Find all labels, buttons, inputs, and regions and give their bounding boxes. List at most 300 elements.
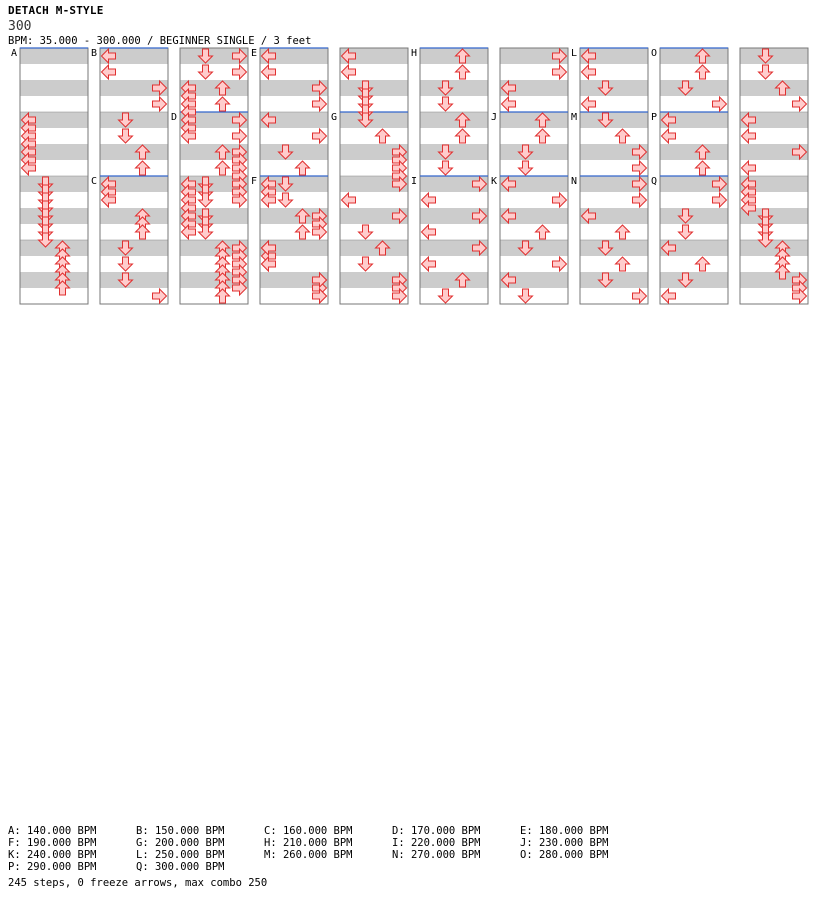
step-arrow-right [313,217,327,231]
bpm-marker-label: P [651,112,658,123]
step-arrow-down [439,289,453,303]
step-arrow-right [233,161,247,175]
beat-stripe [20,80,88,96]
step-arrow-right [313,273,327,287]
step-arrow-down [359,113,373,127]
beat-stripe [260,112,328,128]
step-arrow-down [759,49,773,63]
step-arrow-down [599,273,613,287]
bpm-marker-label: C [91,176,98,187]
beat-stripe [20,144,88,160]
step-arrow-left [342,193,356,207]
step-arrow-right [313,81,327,95]
step-arrow-right [633,145,647,159]
step-arrow-up [136,145,150,159]
beat-stripe [420,48,488,64]
beat-stripe [100,48,168,64]
beat-stripe [580,48,648,64]
step-arrow-right [233,241,247,255]
beat-stripe [340,80,408,96]
column-border [340,48,408,304]
step-arrow-up [616,225,630,239]
step-arrow-right [633,161,647,175]
bpm-marker-label: E [251,48,258,59]
step-arrow-left [182,217,196,231]
step-arrow-down [119,241,133,255]
beat-stripe [340,176,408,192]
step-arrow-right [313,289,327,303]
beat-stripe [580,144,648,160]
step-arrow-up [776,241,790,255]
legend-entry: I: 220.000 BPM [392,837,481,849]
beat-stripe [500,240,568,256]
step-arrow-left [582,49,596,63]
step-arrow-left [422,225,436,239]
beat-stripe [740,48,808,64]
step-arrow-left [22,129,36,143]
step-arrow-up [536,113,550,127]
step-arrow-down [359,81,373,95]
step-arrow-down [119,129,133,143]
step-arrow-left [182,185,196,199]
step-arrow-right [793,97,807,111]
step-arrow-down [599,81,613,95]
bpm-marker-label: F [251,176,258,187]
step-arrow-right [393,209,407,223]
legend-entry: B: 150.000 BPM [136,825,225,837]
beat-stripe [500,176,568,192]
step-arrow-down [599,113,613,127]
beat-stripe [340,240,408,256]
step-arrow-down [39,201,53,215]
step-arrow-left [662,129,676,143]
step-arrow-left [182,89,196,103]
step-arrow-down [519,145,533,159]
beat-stripe [340,208,408,224]
column-border [180,48,248,304]
beat-stripe [100,240,168,256]
difficulty-level: 300 [8,19,32,34]
step-arrow-right [313,97,327,111]
beat-stripe [580,112,648,128]
step-arrow-right [233,193,247,207]
bpm-marker-label: L [571,48,578,59]
step-arrow-up [136,225,150,239]
step-arrow-down [359,105,373,119]
step-arrow-right [473,177,487,191]
step-arrow-up [296,209,310,223]
beat-stripe [340,112,408,128]
step-arrow-up [776,257,790,271]
step-arrow-down [279,145,293,159]
step-arrow-right [633,193,647,207]
bpm-marker-label: A [11,48,18,59]
beat-stripe [500,48,568,64]
step-arrow-right [633,177,647,191]
step-arrow-down [39,217,53,231]
bpm-marker-label: N [571,176,578,187]
step-arrow-down [199,177,213,191]
step-arrow-up [216,161,230,175]
step-arrow-right [393,153,407,167]
step-arrow-up [776,81,790,95]
step-arrow-right [553,257,567,271]
beat-stripe [340,272,408,288]
step-arrow-down [199,225,213,239]
beat-stripe [740,144,808,160]
beat-stripe [420,112,488,128]
column-border [100,48,168,304]
step-arrow-right [153,81,167,95]
step-arrow-right [713,193,727,207]
step-arrow-down [279,193,293,207]
beat-stripe [180,80,248,96]
beat-stripe [20,272,88,288]
legend-entry: F: 190.000 BPM [8,837,97,849]
chart-column [100,48,168,304]
step-arrow-left [102,177,116,191]
step-arrow-up [136,217,150,231]
step-arrow-left [422,257,436,271]
bpm-marker-label: G [331,112,338,123]
step-arrow-up [216,249,230,263]
step-arrow-up [56,249,70,263]
step-arrow-up [216,241,230,255]
beat-stripe [500,144,568,160]
step-arrow-down [759,225,773,239]
beat-stripe [20,112,88,128]
chart-column [580,48,648,304]
step-arrow-left [742,113,756,127]
beat-stripe [660,144,728,160]
bpm-marker-label: Q [651,176,658,187]
beat-stripe [340,48,408,64]
legend-entry: P: 290.000 BPM [8,861,97,873]
beat-stripe [420,176,488,192]
beat-stripe [20,208,88,224]
step-arrow-down [359,89,373,103]
step-arrow-up [56,265,70,279]
beat-stripe [580,80,648,96]
step-arrow-down [199,193,213,207]
step-arrow-down [759,233,773,247]
beat-stripe [740,112,808,128]
step-arrow-left [742,185,756,199]
step-arrow-left [182,121,196,135]
step-arrow-left [582,97,596,111]
beat-stripe [500,112,568,128]
step-arrow-left [182,81,196,95]
step-arrow-left [582,209,596,223]
step-arrow-left [262,49,276,63]
beat-stripe [660,112,728,128]
beat-stripe [100,80,168,96]
column-border [660,48,728,304]
step-arrow-up [216,145,230,159]
step-arrow-left [22,137,36,151]
step-arrow-right [393,281,407,295]
step-arrow-right [393,161,407,175]
beat-stripe [420,208,488,224]
legend-entry: J: 230.000 BPM [520,837,609,849]
step-arrow-down [679,81,693,95]
beat-stripe [20,240,88,256]
step-arrow-down [39,177,53,191]
step-arrow-left [502,97,516,111]
step-arrow-up [296,225,310,239]
step-arrow-right [393,177,407,191]
beat-stripe [580,240,648,256]
step-arrow-up [456,129,470,143]
beat-stripe [660,240,728,256]
step-arrow-left [662,289,676,303]
beat-stripe [260,144,328,160]
step-arrow-left [22,145,36,159]
beat-stripe [660,272,728,288]
step-arrow-up [56,257,70,271]
step-arrow-up [216,273,230,287]
step-arrow-left [262,241,276,255]
step-arrow-left [262,249,276,263]
step-arrow-left [262,257,276,271]
step-arrow-left [742,161,756,175]
beat-stripe [420,80,488,96]
step-arrow-left [742,193,756,207]
step-arrow-left [502,81,516,95]
chart-column [260,48,328,304]
step-arrow-up [616,129,630,143]
beat-stripe [260,80,328,96]
step-arrow-up [376,129,390,143]
step-arrow-left [662,241,676,255]
step-arrow-right [233,185,247,199]
step-arrow-down [199,217,213,231]
step-arrow-down [679,273,693,287]
step-arrow-left [502,273,516,287]
chart-column [180,48,248,304]
step-arrow-right [313,273,327,287]
step-arrow-right [393,289,407,303]
beat-stripe [500,272,568,288]
beat-stripe [20,176,88,192]
step-arrow-left [102,49,116,63]
step-arrow-left [262,113,276,127]
step-arrow-up [696,49,710,63]
beat-stripe [740,80,808,96]
beat-stripe [740,272,808,288]
step-arrow-up [696,145,710,159]
step-arrow-right [793,145,807,159]
beat-stripe [100,112,168,128]
step-arrow-right [233,113,247,127]
step-arrow-up [456,113,470,127]
step-arrow-left [182,193,196,207]
step-arrow-left [182,129,196,143]
step-arrow-up [696,257,710,271]
beat-stripe [740,176,808,192]
step-arrow-down [199,209,213,223]
bpm-marker-label: J [491,112,498,123]
step-arrow-left [342,49,356,63]
step-arrow-right [793,273,807,287]
step-arrow-right [313,289,327,303]
legend-entry: A: 140.000 BPM [8,825,97,837]
step-arrow-left [742,201,756,215]
step-arrow-left [742,129,756,143]
legend-entry: D: 170.000 BPM [392,825,481,837]
step-arrow-down [279,177,293,191]
bpm-marker-label: K [491,176,498,187]
step-summary: 245 steps, 0 freeze arrows, max combo 250 [8,877,268,889]
step-arrow-right [233,65,247,79]
step-arrow-down [199,185,213,199]
step-arrow-right [633,289,647,303]
step-arrow-up [136,161,150,175]
bpm-marker-label: D [171,112,178,123]
step-arrow-left [262,185,276,199]
beat-stripe [260,240,328,256]
step-arrow-up [56,241,70,255]
step-arrow-right [233,249,247,263]
beat-stripe [580,176,648,192]
step-arrow-down [39,185,53,199]
step-arrow-left [22,113,36,127]
beat-stripe [260,272,328,288]
step-arrow-up [456,49,470,63]
step-arrow-left [262,257,276,271]
beat-stripe [420,144,488,160]
step-arrow-left [22,153,36,167]
column-border [580,48,648,304]
step-arrow-left [182,97,196,111]
legend-entry: O: 280.000 BPM [520,849,609,861]
bpm-marker-label: O [651,48,658,59]
step-arrow-left [182,209,196,223]
step-arrow-down [759,217,773,231]
step-arrow-up [136,209,150,223]
step-arrow-left [502,209,516,223]
legend-entry: L: 250.000 BPM [136,849,225,861]
step-arrow-down [439,81,453,95]
step-arrow-down [439,97,453,111]
step-arrow-right [313,129,327,143]
step-arrow-down [439,145,453,159]
column-border [500,48,568,304]
step-arrow-left [182,113,196,127]
step-arrow-down [199,49,213,63]
step-arrow-left [262,241,276,255]
beat-stripe [180,240,248,256]
step-arrow-down [199,65,213,79]
bpm-marker-label: M [571,112,578,123]
step-arrow-right [553,65,567,79]
step-arrow-up [216,97,230,111]
step-arrow-down [759,65,773,79]
step-arrow-up [696,65,710,79]
step-arrow-up [216,265,230,279]
step-arrow-right [233,281,247,295]
bpm-legend [8,825,828,873]
step-arrow-left [182,105,196,119]
step-arrow-up [776,265,790,279]
step-arrow-up [536,225,550,239]
step-arrow-right [233,169,247,183]
step-arrow-down [119,257,133,271]
column-border [420,48,488,304]
beat-stripe [260,176,328,192]
step-arrow-up [776,249,790,263]
column-border [20,48,88,304]
beat-stripe [100,208,168,224]
chart-column [740,48,808,304]
step-arrow-left [102,193,116,207]
step-arrow-down [679,225,693,239]
beat-stripe [660,80,728,96]
bpm-marker-label: I [411,176,418,187]
step-arrow-right [793,281,807,295]
legend-entry: Q: 300.000 BPM [136,861,225,873]
beat-stripe [180,208,248,224]
step-arrow-up [216,81,230,95]
step-arrow-left [102,65,116,79]
step-arrow-right [473,209,487,223]
column-border [740,48,808,304]
step-arrow-down [519,161,533,175]
step-arrow-up [216,289,230,303]
step-arrow-left [22,121,36,135]
bpm-info: BPM: 35.000 - 300.000 / BEGINNER SINGLE / 3 feet [8,35,312,47]
step-arrow-left [262,193,276,207]
legend-entry: M: 260.000 BPM [264,849,353,861]
step-arrow-left [582,65,596,79]
step-arrow-up [376,241,390,255]
bpm-marker-label: H [411,48,418,59]
step-arrow-down [39,225,53,239]
step-arrow-right [233,273,247,287]
step-arrow-right [793,289,807,303]
step-arrow-up [56,281,70,295]
beat-stripe [580,208,648,224]
step-arrow-right [553,193,567,207]
step-arrow-down [359,97,373,111]
step-arrow-down [599,241,613,255]
step-arrow-left [182,177,196,191]
chart-column [20,48,88,304]
beat-stripe [260,48,328,64]
step-arrow-right [233,145,247,159]
beat-stripe [100,144,168,160]
step-arrow-right [393,169,407,183]
step-arrow-down [39,209,53,223]
beat-stripe [660,176,728,192]
step-arrow-up [696,161,710,175]
step-arrow-up [456,65,470,79]
step-arrow-right [233,153,247,167]
step-arrow-left [502,177,516,191]
step-arrow-left [182,225,196,239]
beat-stripe [500,208,568,224]
step-arrow-right [713,177,727,191]
chart-column [660,48,728,304]
step-arrow-up [536,129,550,143]
step-arrow-left [22,161,36,175]
step-arrow-right [233,129,247,143]
step-arrow-down [359,225,373,239]
step-arrow-right [473,241,487,255]
step-arrow-down [359,257,373,271]
step-arrow-down [759,209,773,223]
step-arrow-right [233,257,247,271]
